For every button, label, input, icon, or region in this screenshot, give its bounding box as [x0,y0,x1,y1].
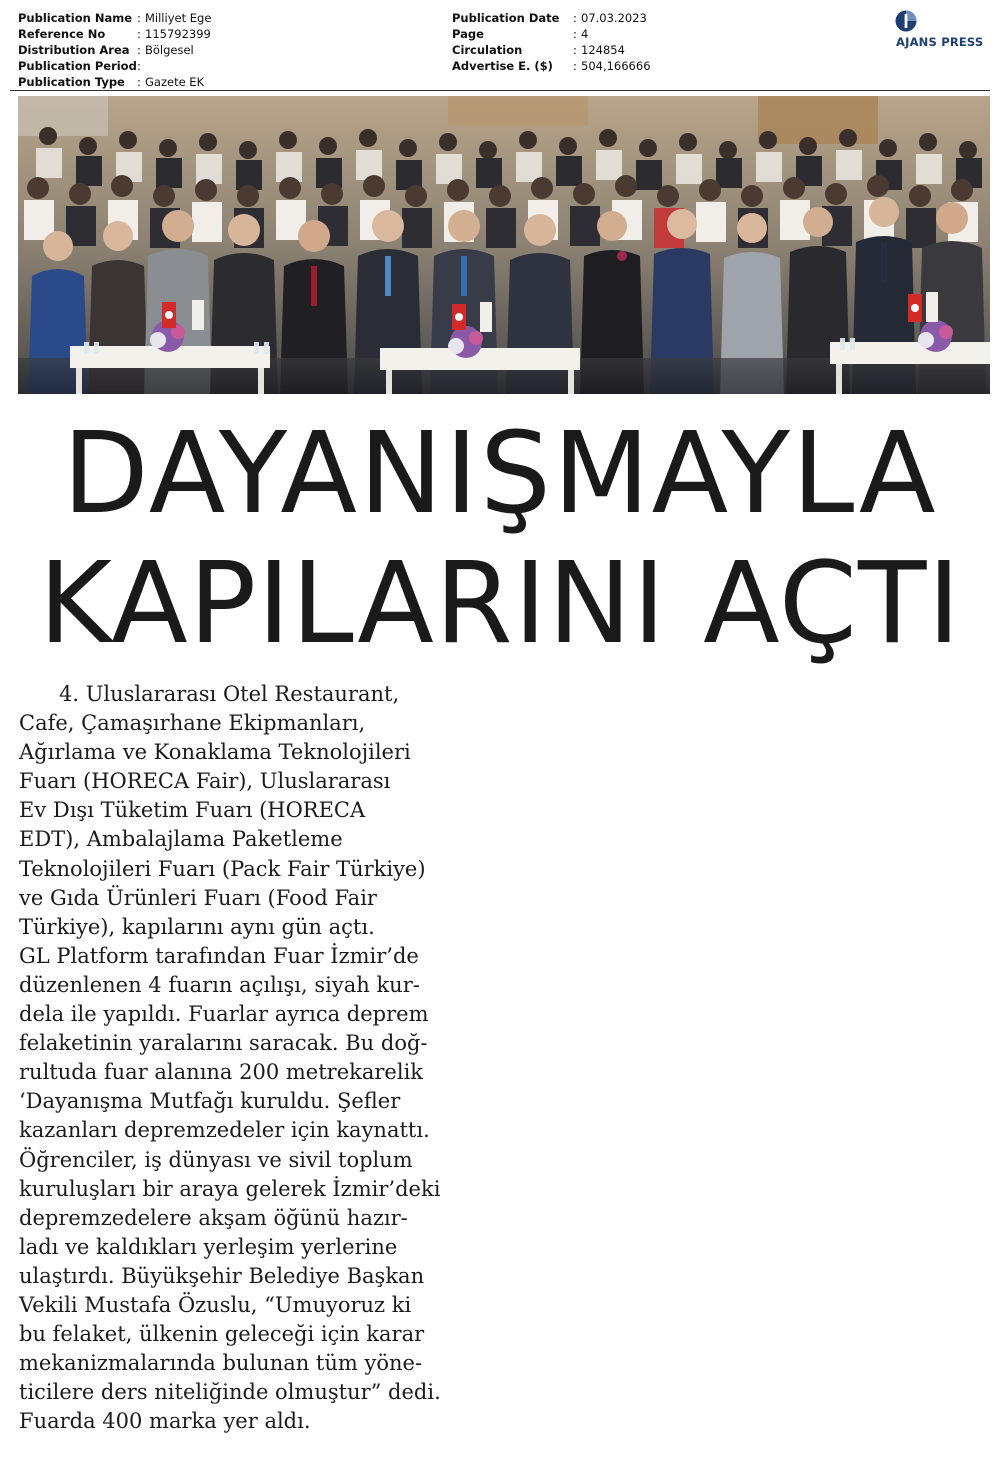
meta-value: 4 [581,27,589,41]
article-line: ‘Dayanışma Mutfağı kuruldu. Şefler [19,1089,401,1114]
meta-separator: : [573,11,577,25]
publication-meta-right [452,10,651,74]
meta-value: 504,166666 [581,59,651,73]
article-line: kuruluşları bir araya gelerek İzmir’deki [19,1176,441,1201]
ajans-press-logo [893,10,991,50]
article-line: GL Platform tarafından Fuar İzmir’de [19,943,419,968]
article-line: Ağırlama ve Konaklama Teknolojileri [19,740,411,765]
article-line: ladı ve kaldıkları yerleşim yerlerine [19,1234,398,1259]
article-photo [18,96,990,394]
meta-value: 124854 [581,43,625,57]
meta-value: Gazete EK [145,75,205,89]
article-line: Cafe, Çamaşırhane Ekipmanları, [19,711,366,736]
meta-separator: : [573,27,577,41]
audience-photo-illustration [18,96,990,394]
article-line: felaketinin yaralarını saracak. Bu doğ- [19,1031,428,1056]
meta-key: Page [452,27,484,41]
article-line: depremzedelere akşam öğünü hazır- [19,1205,408,1230]
article-line: Vekili Mustafa Özuslu, “Umuyoruz ki [19,1292,412,1317]
meta-value: Bölgesel [145,43,194,57]
meta-row-circulation [452,42,651,58]
article-line: Teknolojileri Fuarı (Pack Fair Türkiye) [19,856,426,881]
publication-meta-left [18,10,211,90]
article-line: kazanları depremzedeler için kaynattı. [19,1118,430,1143]
meta-key: Distribution Area [18,43,130,57]
ajans-press-logo-icon [895,10,917,32]
meta-key: Circulation [452,43,523,57]
meta-row-reference-no [18,26,211,42]
meta-row-publication-period [18,58,211,74]
article-line: ve Gıda Ürünleri Fuarı (Food Fair [19,885,377,910]
header-divider [10,90,990,91]
meta-row-publication-date [452,10,651,26]
meta-separator: : [137,59,141,73]
headline-line-1: DAYANIŞMAYLA [62,409,938,539]
headline-line-2: KAPILARINI AÇTI [38,539,962,669]
meta-key: Publication Date [452,11,560,25]
meta-row-publication-type [18,74,211,90]
article-line: düzenlenen 4 fuarın açılışı, siyah kur- [19,972,420,997]
article-line: bu felaket, ülkenin geleceği için karar [19,1322,425,1347]
meta-key: Publication Type [18,75,125,89]
article-line: mekanizmalarında bulunan tüm yöne- [19,1351,423,1376]
meta-row-publication-name [18,10,211,26]
meta-row-distribution-area [18,42,211,58]
article-line: ticilere ders niteliğinde olmuştur” dedi. [19,1380,441,1405]
article-line: Ev Dışı Tüketim Fuarı (HORECA [19,798,366,823]
meta-key: Publication Period [18,59,137,73]
article-line: Türkiye), kapılarını aynı gün açtı. [19,914,375,939]
meta-value: Milliyet Ege [145,11,212,25]
meta-separator: : [137,43,141,57]
meta-value: 115792399 [145,27,211,41]
meta-key: Publication Name [18,11,133,25]
logo-text: AJANS PRESS [896,35,984,49]
meta-separator: : [137,27,141,41]
article-body [19,680,469,1436]
article-line: EDT), Ambalajlama Paketleme [19,827,343,852]
meta-key: Reference No [18,27,106,41]
article-line: dela ile yapıldı. Fuarlar ayrıca deprem [19,1002,429,1027]
meta-value: 07.03.2023 [581,11,647,25]
article-line: Fuarı (HORECA Fair), Uluslararası [19,769,391,794]
meta-row-page [452,26,651,42]
article-line: ulaştırdı. Büyükşehir Belediye Başkan [19,1263,425,1288]
meta-separator: : [137,75,141,89]
meta-separator: : [137,11,141,25]
meta-key: Advertise E. ($) [452,59,553,73]
article-line: rultuda fuar alanına 200 metrekarelik [19,1060,424,1085]
meta-row-advertise-equivalent [452,58,651,74]
meta-separator: : [573,43,577,57]
article-line: 4. Uluslararası Otel Restaurant, [59,682,400,706]
meta-separator: : [573,59,577,73]
article-line: Öğrenciler, iş dünyası ve sivil toplum [19,1147,413,1172]
article-line: Fuarda 400 marka yer aldı. [19,1409,311,1434]
